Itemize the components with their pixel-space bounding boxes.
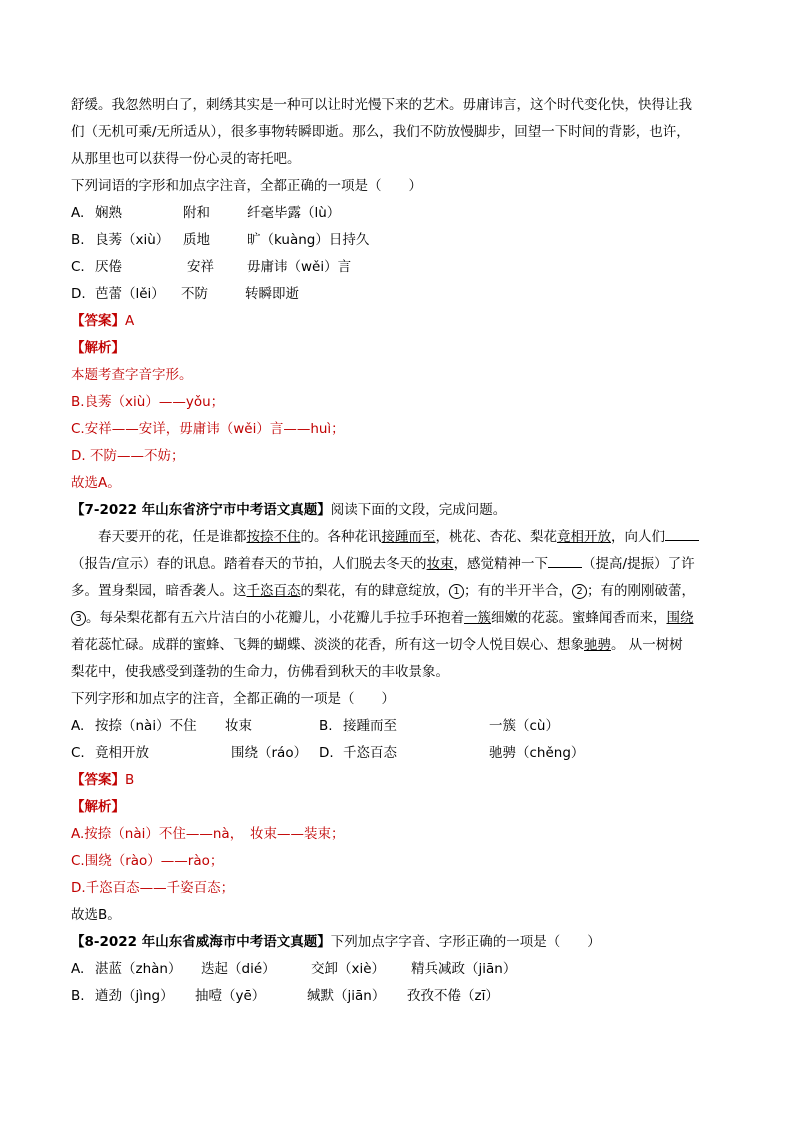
circled-number-3: 3 [71,611,86,626]
q2-analysis-heading: 【解析】 [71,799,125,815]
q2-options-row-1: A. 按捺（nài）不住 妆束 B. 接踵而至 一簇（cù） [71,718,559,734]
circled-number-1: 1 [449,584,464,599]
q1-option-a: A. 娴熟 附和 纤毫毕露（lù） [71,205,341,221]
q1-stem: 下列词语的字形和加点字注音，全都正确的一项是（ ） [71,178,422,194]
q2-passage-line-4: 3 。每朵梨花都有五六片洁白的小花瓣儿，小花瓣儿手拉手环抱着一簇细嫩的花蕊。蜜蜂闻香而来，围绕 [71,605,726,632]
q2-passage-line-6: 梨花中，使我感受到蓬勃的生命力，仿佛看到秋天的丰收景象。 [71,664,449,680]
intro-line-2: 们（无机可乘/无所适从），很多事物转瞬即逝。那么，我们不防放慢脚步，回望一下时间的背影，也许， [71,124,690,140]
q2-passage-line-2: （报告/宣示）春的讯息。踏着春天的节拍，人们脱去冬天的妆束，感觉精神一下 （提高/提振）了许 [71,551,726,578]
q1-conclusion: 故选A。 [71,475,121,491]
q1-option-d: D. 芭蕾（lěi） 不防 转瞬即逝 [71,286,299,302]
q2-passage-line-5: 着花蕊忙碌。成群的蜜蜂、飞舞的蝴蝶、淡淡的花香，所有这一切令人悦目娱心、想象驰骋。 从一树树 [71,637,683,653]
q1-answer: 【答案】A [71,313,135,329]
q2-passage-line-1: 春天要开的花，任是谁都按捺不住的。各种花讯接踵而至，桃花、杏花、梨花竟相开放，向人们 [71,524,726,551]
q2-title: 【7-2022 年山东省济宁市中考语文真题】阅读下面的文段，完成问题。 [71,502,507,518]
q2-conclusion: 故选B。 [71,907,121,923]
intro-line-1: 舒缓。我忽然明白了，刺绣其实是一种可以让时光慢下来的艺术。毋庸讳言，这个时代变化快，快得让我 [71,97,692,113]
q1-option-b: B. 良莠（xiù） 质地 旷（kuàng）日持久 [71,232,370,248]
q2-analysis-line: C.围绕（rào）——rào； [71,853,224,869]
q1-analysis-line: D. 不防——不妨； [71,448,185,464]
q1-analysis-line: B.良莠（xiù）——yǒu； [71,394,225,410]
q2-analysis-line: D.千恣百态——千姿百态； [71,880,235,896]
q2-stem: 下列字形和加点字的注音，全都正确的一项是（ ） [71,691,395,707]
q3-title: 【8-2022 年山东省威海市中考语文真题】下列加点字字音、字形正确的一项是（ ） [71,934,601,950]
document-page [71,92,726,1010]
q3-option-a: A. 湛蓝（zhàn） 迭起（dié） 交卸（xiè） 精兵减政（jiān） [71,961,517,977]
q2-passage-line-3: 多。置身梨园，暗香袭人。这千恣百态的梨花，有的肆意绽放， 1 ；有的半开半合， 2 ；有的刚刚破蕾， [71,583,695,599]
q3-option-b: B. 遒劲（jìng） 抽噎（yē） 缄默（jiān） 孜孜不倦（zī） [71,988,499,1004]
fill-blank [548,553,582,568]
fill-blank [665,526,699,541]
q2-answer: 【答案】B [71,772,135,788]
q1-analysis-line: 本题考查字音字形。 [71,367,193,383]
q2-analysis-line: A.按捺（nài）不住——nà， 妆束——装束； [71,826,345,842]
circled-number-2: 2 [572,584,587,599]
q1-analysis-line: C.安祥——安详，毋庸讳（wěi）言——huì； [71,421,345,437]
q1-analysis-heading: 【解析】 [71,340,125,356]
q1-option-c: C. 厌倦 安祥 毋庸讳（wěi）言 [71,259,352,275]
intro-line-3: 从那里也可以获得一份心灵的寄托吧。 [71,151,301,167]
q2-options-row-2: C. 竟相开放 围绕（ráo） D. 千恣百态 驰骋（chěng） [71,745,585,761]
